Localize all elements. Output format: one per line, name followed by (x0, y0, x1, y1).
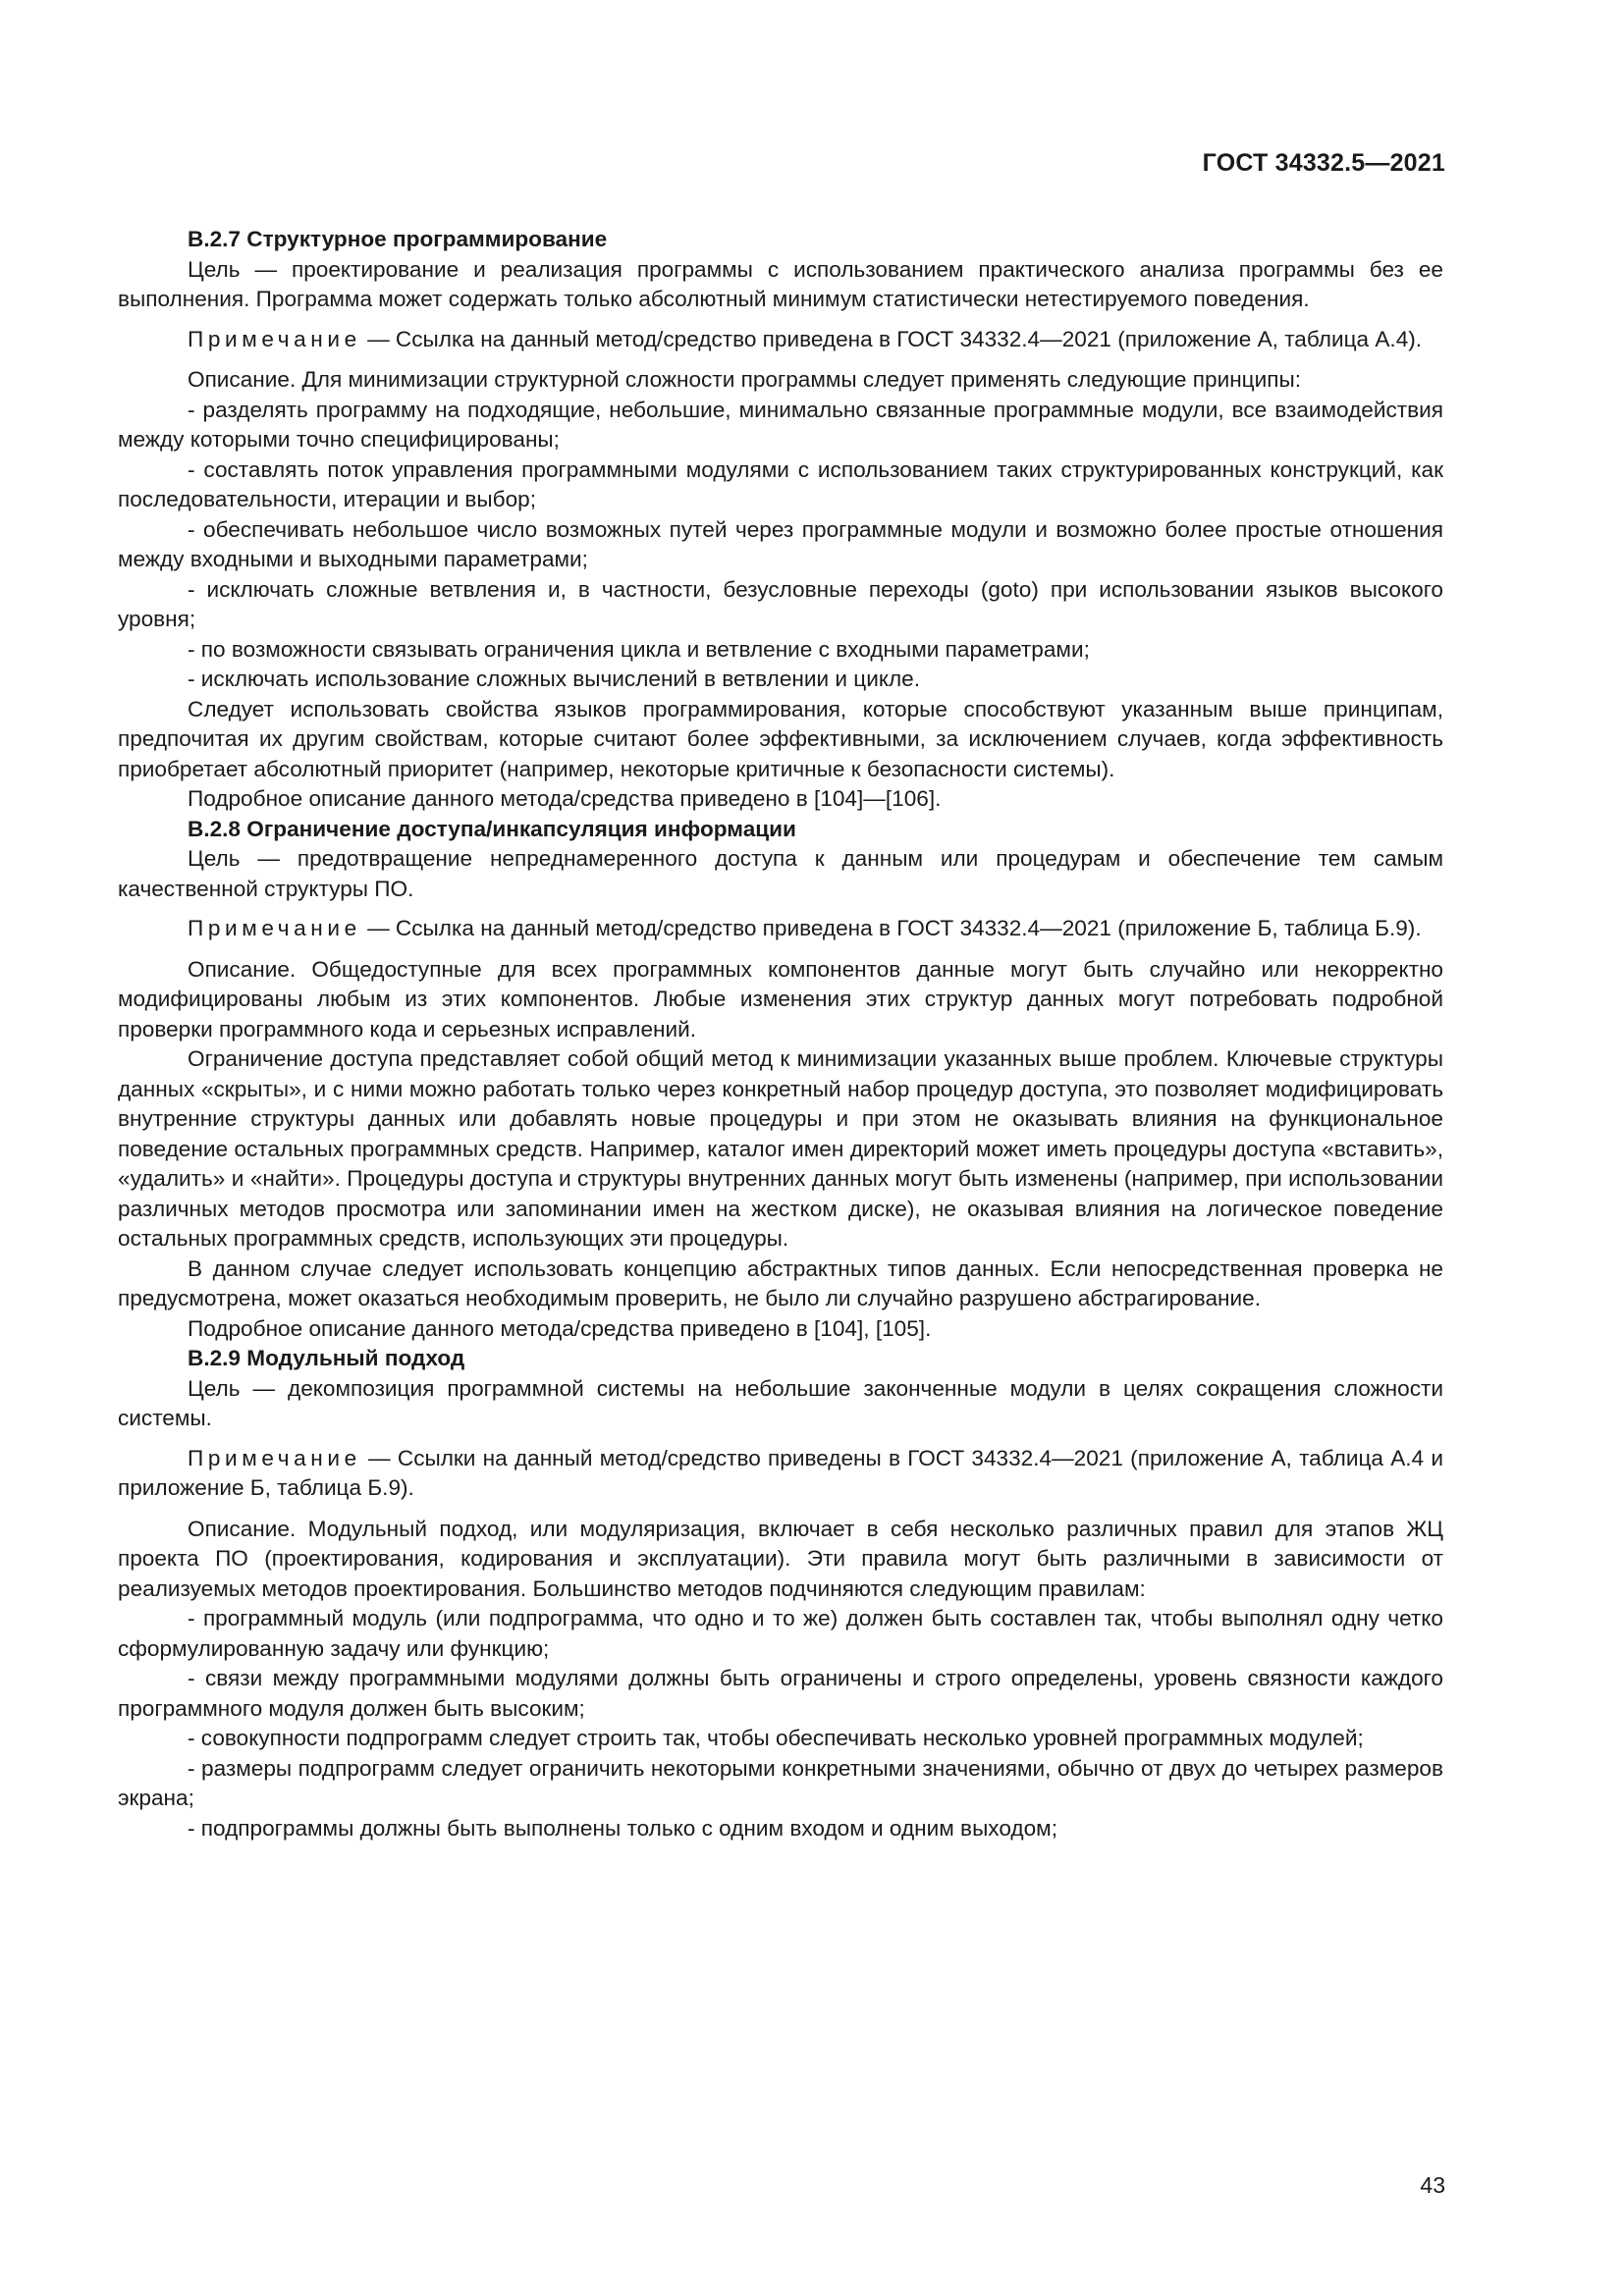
list-item: - по возможности связывать ограничения цикла и ветвление с входными параметрами; (188, 636, 1090, 662)
list-item: - разделять программу на подходящие, небольшие, минимально связанные программные модули, все взаимодействия между которыми точно специфицированы; (118, 397, 1443, 452)
note-text: — Ссылка на данный метод/средство приведена в ГОСТ 34332.4—2021 (приложение Б, таблица Б.9). (367, 916, 1422, 940)
body-paragraph: Описание. Для минимизации структурной сложности программы следует применять следующие принципы: (188, 367, 1301, 392)
list-item: - подпрограммы должны быть выполнены только с одним входом и одним выходом; (188, 1815, 1057, 1841)
note-paragraph (118, 914, 1443, 944)
reference-paragraph: Подробное описание данного метода/средства приведено в [104], [105]. (188, 1315, 932, 1341)
body-paragraph: Ограничение доступа представляет собой общий метод к минимизации указанных выше проблем. Ключевые структуры данных «скрыты», и с ними можно работать только через конкретный набор процедур доступа, это позволяет модифицировать внутренние структуры данных или добавлять новые процедуры и при этом не оказывать влияния на функциональное поведение остальных программных средств. Например, каталог имен директорий может иметь процедуры доступа «вставить», «удалить» и «найти». Процедуры доступа и структуры внутренних данных могут быть изменены (например, при использовании различных методов просмотра или запоминании имен на жестком диске), не оказывая влияния на логическое поведение остальных программных средств, использующих эти процедуры. (118, 1046, 1443, 1251)
note-label: Примечание (188, 1445, 361, 1470)
goal-paragraph: Цель — предотвращение непреднамеренного доступа к данным или процедурам и обеспечение тем самым качественной структуры ПО. (118, 846, 1443, 901)
page-content (118, 225, 1443, 1843)
note-paragraph (118, 325, 1443, 355)
body-paragraph: Описание. Модульный подход, или модуляризация, включает в себя несколько различных правил для этапов ЖЦ проекта ПО (проектирования, кодирования и эксплуатации). Эти правила могут быть различными в зависимости от реализуемых методов проектирования. Большинство методов подчиняются следующим правилам: (118, 1516, 1443, 1601)
list-item: - программный модуль (или подпрограмма, что одно и то же) должен быть составлен так, чтобы выполнял одну четко сформулированную задачу или функцию; (118, 1606, 1443, 1661)
list-item: - составлять поток управления программными модулями с использованием таких структурированных конструкций, как последовательности, итерации и выбор; (118, 456, 1443, 511)
section-heading: В.2.8 Ограничение доступа/инкапсуляция информации (188, 816, 796, 841)
list-item: - размеры подпрограмм следует ограничить некоторыми конкретными значениями, обычно от двух до четырех размеров экрана; (118, 1755, 1443, 1810)
body-paragraph: Описание. Общедоступные для всех программных компонентов данные могут быть случайно или некорректно модифицированы любым из этих компонентов. Любые изменения этих структур данных могут потребовать подробной проверки программного кода и серьезных исправлений. (118, 956, 1443, 1041)
list-item: - совокупности подпрограмм следует строить так, чтобы обеспечивать несколько уровней программных модулей; (188, 1726, 1364, 1750)
goal-paragraph: Цель — проектирование и реализация программы с использованием практического анализа программы без ее выполнения. Программа может содержать только абсолютный минимум статистически нетестируемого поведения. (118, 256, 1443, 311)
section-b-2-8 (118, 815, 1443, 1345)
body-paragraph: В данном случае следует использовать концепцию абстрактных типов данных. Если непосредственная проверка не предусмотрена, может оказаться необходимым проверить, не было ли случайно разрушено абстрагирование. (118, 1255, 1443, 1310)
note-paragraph (118, 1444, 1443, 1504)
list-item: - исключать сложные ветвления и, в частности, безусловные переходы (goto) при использовании языков высокого уровня; (118, 576, 1443, 631)
section-b-2-7 (118, 225, 1443, 815)
standard-designation: ГОСТ 34332.5—2021 (1202, 149, 1445, 177)
note-text: — Ссылка на данный метод/средство приведена в ГОСТ 34332.4—2021 (приложение А, таблица А.4). (367, 326, 1423, 351)
list-item: - обеспечивать небольшое число возможных путей через программные модули и возможно более простые отношения между входными и выходными параметрами; (118, 516, 1443, 571)
section-heading: В.2.9 Модульный подход (188, 1346, 465, 1370)
note-text: — Ссылки на данный метод/средство приведены в ГОСТ 34332.4—2021 (приложение А, таблица А.4 и приложение Б, таблица Б.9). (118, 1445, 1443, 1500)
section-heading: В.2.7 Структурное программирование (188, 227, 608, 251)
section-b-2-9 (118, 1344, 1443, 1843)
note-label: Примечание (188, 326, 361, 351)
note-label: Примечание (188, 916, 361, 940)
page-number: 43 (1420, 2172, 1445, 2198)
goal-paragraph: Цель — декомпозиция программной системы на небольшие законченные модули в целях сокращения сложности системы. (118, 1375, 1443, 1430)
body-paragraph: Следует использовать свойства языков программирования, которые способствуют указанным выше принципам, предпочитая их другим свойствам, которые считают более эффективными, за исключением случаев, когда эффективность приобретает абсолютный приоритет (например, некоторые критичные к безопасности системы). (118, 696, 1443, 781)
list-item: - исключать использование сложных вычислений в ветвлении и цикле. (188, 667, 921, 691)
reference-paragraph: Подробное описание данного метода/средства приведено в [104]—[106]. (188, 786, 942, 811)
list-item: - связи между программными модулями должны быть ограничены и строго определены, уровень связности каждого программного модуля должен быть высоким; (118, 1666, 1443, 1721)
